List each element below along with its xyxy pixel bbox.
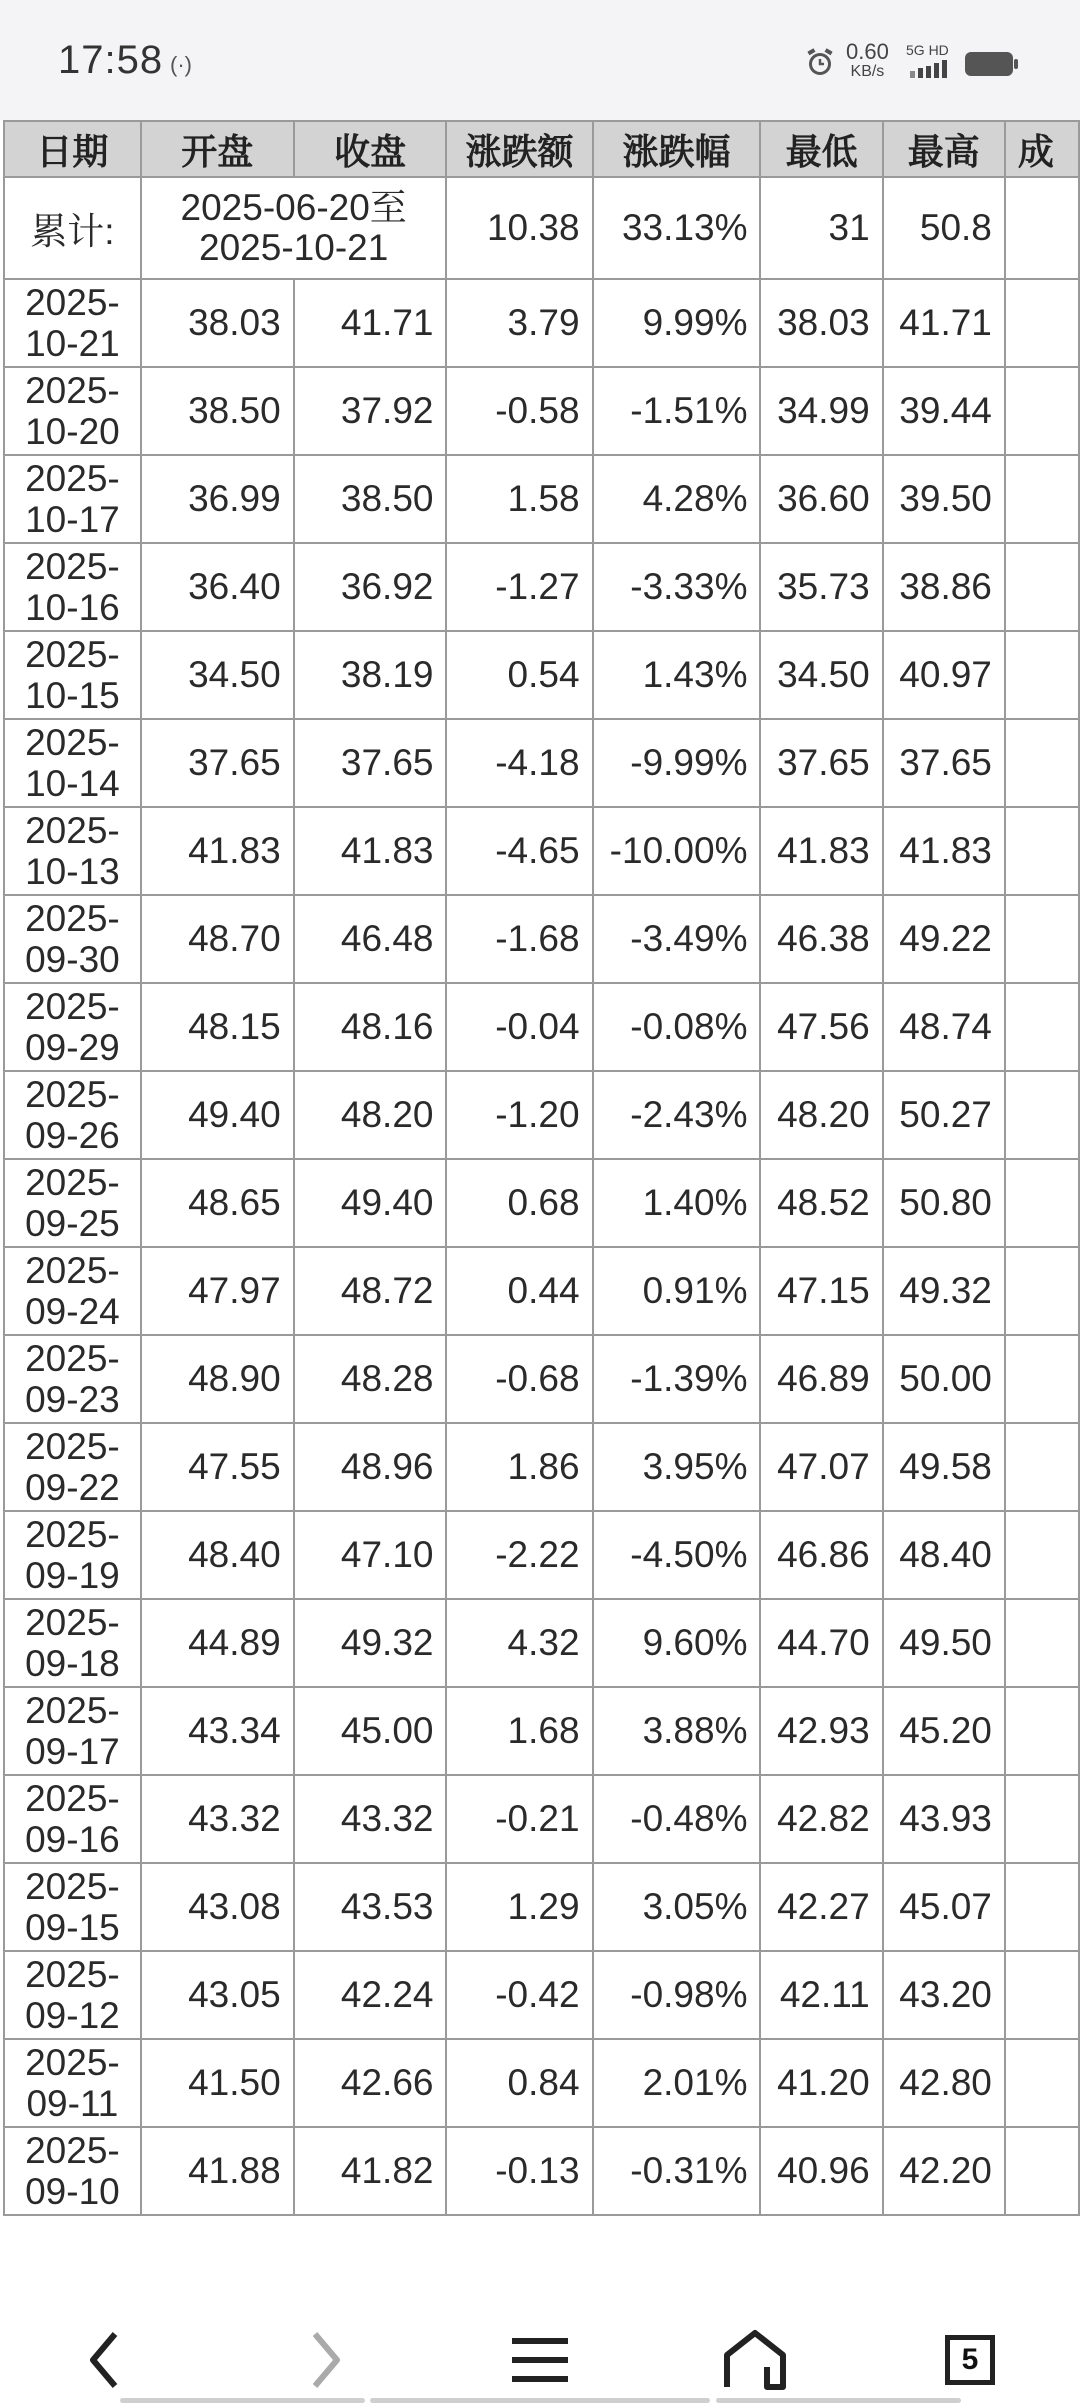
forward-icon xyxy=(305,2330,345,2390)
cell-change-pct: -0.98% xyxy=(593,1951,761,2039)
cell-volume xyxy=(1005,455,1079,543)
table-row[interactable] xyxy=(4,1951,1079,2039)
cell-date-month-day: 10-21 xyxy=(25,323,120,364)
cell-low: 42.11 xyxy=(760,1951,882,2039)
cell-low: 38.03 xyxy=(760,279,882,367)
cell-volume xyxy=(1005,1335,1079,1423)
summary-range-start: 2025-06-20至 xyxy=(180,187,407,228)
cell-high: 42.20 xyxy=(883,2127,1005,2215)
cell-date xyxy=(4,1071,141,1159)
cell-volume xyxy=(1005,1951,1079,2039)
cell-close: 37.92 xyxy=(294,367,447,455)
cell-high: 50.00 xyxy=(883,1335,1005,1423)
cell-low: 41.20 xyxy=(760,2039,882,2127)
cell-change: -4.18 xyxy=(446,719,592,807)
cell-date xyxy=(4,1335,141,1423)
cell-volume xyxy=(1005,2127,1079,2215)
cell-change: 1.86 xyxy=(446,1423,592,1511)
price-history-table-container[interactable] xyxy=(0,120,1080,2240)
summary-label: 累计: xyxy=(4,177,141,279)
cell-open: 47.97 xyxy=(141,1247,294,1335)
cell-change-pct: -0.31% xyxy=(593,2127,761,2215)
cell-date-year: 2025- xyxy=(25,282,120,323)
cell-date-month-day: 10-17 xyxy=(25,499,120,540)
cell-volume xyxy=(1005,1599,1079,1687)
header-volume[interactable]: 成 xyxy=(1005,121,1079,177)
cell-close: 47.10 xyxy=(294,1511,447,1599)
home-icon xyxy=(723,2329,787,2391)
cell-date-month-day: 09-16 xyxy=(25,1819,120,1860)
cell-high: 48.40 xyxy=(883,1511,1005,1599)
header-low[interactable]: 最低 xyxy=(760,121,882,177)
summary-date-range xyxy=(141,177,447,279)
cell-open: 47.55 xyxy=(141,1423,294,1511)
cell-change-pct: -1.39% xyxy=(593,1335,761,1423)
cell-date-year: 2025- xyxy=(25,1866,120,1907)
menu-icon xyxy=(512,2336,568,2384)
cell-open: 36.40 xyxy=(141,543,294,631)
cell-volume xyxy=(1005,1511,1079,1599)
forward-button[interactable] xyxy=(275,2320,375,2400)
cell-date xyxy=(4,279,141,367)
cell-date-year: 2025- xyxy=(25,1074,120,1115)
cell-low: 47.07 xyxy=(760,1423,882,1511)
cell-high: 41.71 xyxy=(883,279,1005,367)
cell-change-pct: -2.43% xyxy=(593,1071,761,1159)
cell-high: 49.50 xyxy=(883,1599,1005,1687)
header-change-pct[interactable]: 涨跌幅 xyxy=(593,121,761,177)
cell-date xyxy=(4,1687,141,1775)
cell-date-year: 2025- xyxy=(25,546,120,587)
cell-change-pct: 9.99% xyxy=(593,279,761,367)
table-row[interactable] xyxy=(4,2127,1079,2215)
back-button[interactable] xyxy=(55,2320,155,2400)
cell-close: 45.00 xyxy=(294,1687,447,1775)
cell-change: 0.44 xyxy=(446,1247,592,1335)
table-row[interactable] xyxy=(4,543,1079,631)
cell-change: -0.04 xyxy=(446,983,592,1071)
cell-low: 46.89 xyxy=(760,1335,882,1423)
status-bar xyxy=(0,0,1080,120)
cell-change-pct: -4.50% xyxy=(593,1511,761,1599)
cell-change-pct: -9.99% xyxy=(593,719,761,807)
cell-date xyxy=(4,1951,141,2039)
cell-volume xyxy=(1005,1071,1079,1159)
table-row[interactable] xyxy=(4,807,1079,895)
cell-high: 45.20 xyxy=(883,1687,1005,1775)
table-header-row xyxy=(4,121,1079,177)
cell-date xyxy=(4,543,141,631)
cell-high: 38.86 xyxy=(883,543,1005,631)
cell-change: -0.21 xyxy=(446,1775,592,1863)
cell-volume xyxy=(1005,983,1079,1071)
header-date[interactable]: 日期 xyxy=(4,121,141,177)
cell-date-month-day: 09-11 xyxy=(26,2083,119,2124)
cell-date xyxy=(4,719,141,807)
cell-change: 1.68 xyxy=(446,1687,592,1775)
cell-date xyxy=(4,1511,141,1599)
cell-low: 37.65 xyxy=(760,719,882,807)
cell-volume xyxy=(1005,895,1079,983)
cell-date-year: 2025- xyxy=(25,986,120,1027)
cell-low: 34.50 xyxy=(760,631,882,719)
table-row[interactable] xyxy=(4,1159,1079,1247)
alarm-icon xyxy=(805,48,835,78)
cell-low: 48.52 xyxy=(760,1159,882,1247)
cell-change: 3.79 xyxy=(446,279,592,367)
cell-date-month-day: 09-23 xyxy=(25,1379,120,1420)
vibrate-icon: (·) xyxy=(170,52,192,77)
cell-change-pct: -1.51% xyxy=(593,367,761,455)
table-row[interactable] xyxy=(4,1423,1079,1511)
cell-date-year: 2025- xyxy=(25,1162,120,1203)
cell-low: 46.38 xyxy=(760,895,882,983)
table-row[interactable] xyxy=(4,1335,1079,1423)
cell-date-month-day: 10-13 xyxy=(25,851,120,892)
cell-change: -1.27 xyxy=(446,543,592,631)
back-icon xyxy=(85,2330,125,2390)
cell-change-pct: -0.48% xyxy=(593,1775,761,1863)
cell-date-year: 2025- xyxy=(25,810,120,851)
cell-open: 49.40 xyxy=(141,1071,294,1159)
cell-low: 36.60 xyxy=(760,455,882,543)
gesture-handle-right xyxy=(716,2398,961,2403)
cell-date-month-day: 09-29 xyxy=(25,1027,120,1068)
cell-date-year: 2025- xyxy=(25,370,120,411)
cell-close: 43.53 xyxy=(294,1863,447,1951)
cell-close: 36.92 xyxy=(294,543,447,631)
cell-change: 0.54 xyxy=(446,631,592,719)
cell-open: 41.83 xyxy=(141,807,294,895)
cell-open: 43.32 xyxy=(141,1775,294,1863)
cell-volume xyxy=(1005,279,1079,367)
cell-change: -0.13 xyxy=(446,2127,592,2215)
cell-change: -2.22 xyxy=(446,1511,592,1599)
cell-date-year: 2025- xyxy=(25,1778,120,1819)
cell-open: 34.50 xyxy=(141,631,294,719)
cell-date xyxy=(4,895,141,983)
gesture-handle-left xyxy=(120,2398,365,2403)
cell-high: 45.07 xyxy=(883,1863,1005,1951)
battery-icon xyxy=(965,52,1013,76)
cell-change: -1.68 xyxy=(446,895,592,983)
cell-volume xyxy=(1005,543,1079,631)
cell-high: 49.58 xyxy=(883,1423,1005,1511)
cell-open: 37.65 xyxy=(141,719,294,807)
cell-open: 38.03 xyxy=(141,279,294,367)
table-row[interactable] xyxy=(4,1599,1079,1687)
cell-date-month-day: 09-30 xyxy=(25,939,120,980)
cell-date xyxy=(4,1863,141,1951)
cell-volume xyxy=(1005,719,1079,807)
table-row[interactable] xyxy=(4,1775,1079,1863)
cell-date-year: 2025- xyxy=(25,1250,120,1291)
cell-change: -1.20 xyxy=(446,1071,592,1159)
cell-date-year: 2025- xyxy=(25,1690,120,1731)
cell-open: 48.40 xyxy=(141,1511,294,1599)
summary-change-pct: 33.13% xyxy=(593,177,761,279)
cell-close: 43.32 xyxy=(294,1775,447,1863)
header-open[interactable]: 开盘 xyxy=(141,121,294,177)
cell-change-pct: 3.88% xyxy=(593,1687,761,1775)
cell-date-year: 2025- xyxy=(25,722,120,763)
table-row[interactable] xyxy=(4,719,1079,807)
cell-date-year: 2025- xyxy=(25,1514,120,1555)
cell-date-year: 2025- xyxy=(25,1426,120,1467)
cell-high: 49.32 xyxy=(883,1247,1005,1335)
cell-high: 49.22 xyxy=(883,895,1005,983)
cell-date xyxy=(4,807,141,895)
cell-volume xyxy=(1005,1423,1079,1511)
cell-volume xyxy=(1005,1863,1079,1951)
signal-icon xyxy=(910,60,958,78)
cell-date-month-day: 10-20 xyxy=(25,411,120,452)
cell-close: 48.16 xyxy=(294,983,447,1071)
cell-date xyxy=(4,2039,141,2127)
cell-date-month-day: 09-15 xyxy=(25,1907,120,1948)
cell-low: 34.99 xyxy=(760,367,882,455)
tabs-icon xyxy=(945,2335,995,2385)
cell-close: 38.19 xyxy=(294,631,447,719)
cell-change: -4.65 xyxy=(446,807,592,895)
cell-open: 48.90 xyxy=(141,1335,294,1423)
cell-high: 39.50 xyxy=(883,455,1005,543)
cell-close: 42.66 xyxy=(294,2039,447,2127)
cell-low: 35.73 xyxy=(760,543,882,631)
cell-open: 44.89 xyxy=(141,1599,294,1687)
cell-change: -0.68 xyxy=(446,1335,592,1423)
summary-range-end: 2025-10-21 xyxy=(199,227,389,268)
cell-date xyxy=(4,1247,141,1335)
cell-open: 38.50 xyxy=(141,367,294,455)
cell-date xyxy=(4,631,141,719)
cell-open: 43.05 xyxy=(141,1951,294,2039)
cell-date xyxy=(4,1775,141,1863)
cell-close: 42.24 xyxy=(294,1951,447,2039)
cell-change: -0.42 xyxy=(446,1951,592,2039)
cell-low: 41.83 xyxy=(760,807,882,895)
header-close[interactable]: 收盘 xyxy=(294,121,447,177)
cell-close: 41.82 xyxy=(294,2127,447,2215)
price-history-table xyxy=(3,120,1080,2216)
cell-high: 50.80 xyxy=(883,1159,1005,1247)
cell-high: 43.93 xyxy=(883,1775,1005,1863)
cell-date-month-day: 10-15 xyxy=(25,675,120,716)
cell-date-year: 2025- xyxy=(25,898,120,939)
cell-date-month-day: 09-18 xyxy=(25,1643,120,1684)
table-row[interactable] xyxy=(4,1863,1079,1951)
cell-date xyxy=(4,2127,141,2215)
cell-high: 48.74 xyxy=(883,983,1005,1071)
cell-date xyxy=(4,983,141,1071)
cell-change-pct: 4.28% xyxy=(593,455,761,543)
cell-open: 43.08 xyxy=(141,1863,294,1951)
table-row[interactable] xyxy=(4,367,1079,455)
cell-date xyxy=(4,1423,141,1511)
cell-date-year: 2025- xyxy=(25,2042,120,2083)
network-speed xyxy=(846,39,889,82)
cell-open: 48.15 xyxy=(141,983,294,1071)
network-speed-value: 0.60 xyxy=(846,39,889,64)
cell-open: 48.70 xyxy=(141,895,294,983)
table-row[interactable] xyxy=(4,983,1079,1071)
home-button[interactable] xyxy=(705,2320,805,2400)
cell-date-month-day: 09-19 xyxy=(25,1555,120,1596)
cell-low: 47.15 xyxy=(760,1247,882,1335)
cell-date-month-day: 10-14 xyxy=(25,763,120,804)
cell-date-year: 2025- xyxy=(25,1954,120,1995)
cell-volume xyxy=(1005,1247,1079,1335)
cell-volume xyxy=(1005,1775,1079,1863)
summary-change: 10.38 xyxy=(446,177,592,279)
cell-high: 41.83 xyxy=(883,807,1005,895)
cell-volume xyxy=(1005,807,1079,895)
cell-close: 41.71 xyxy=(294,279,447,367)
cell-change-pct: 0.91% xyxy=(593,1247,761,1335)
cell-close: 48.96 xyxy=(294,1423,447,1511)
cell-high: 43.20 xyxy=(883,1951,1005,2039)
cell-open: 48.65 xyxy=(141,1159,294,1247)
cell-date xyxy=(4,367,141,455)
table-row[interactable] xyxy=(4,1247,1079,1335)
cell-high: 39.44 xyxy=(883,367,1005,455)
cell-date-year: 2025- xyxy=(25,458,120,499)
cell-date-month-day: 09-17 xyxy=(25,1731,120,1772)
summary-low: 31 xyxy=(760,177,882,279)
cell-close: 49.32 xyxy=(294,1599,447,1687)
cell-date xyxy=(4,1599,141,1687)
cell-date-year: 2025- xyxy=(25,1602,120,1643)
table-row[interactable] xyxy=(4,455,1079,543)
cell-open: 41.88 xyxy=(141,2127,294,2215)
cell-volume xyxy=(1005,631,1079,719)
menu-button[interactable] xyxy=(490,2320,590,2400)
cell-date-month-day: 09-24 xyxy=(25,1291,120,1332)
cell-change-pct: -0.08% xyxy=(593,983,761,1071)
cell-low: 47.56 xyxy=(760,983,882,1071)
cell-date xyxy=(4,1159,141,1247)
cell-date-month-day: 09-12 xyxy=(25,1995,120,2036)
cell-low: 48.20 xyxy=(760,1071,882,1159)
cell-change-pct: -3.33% xyxy=(593,543,761,631)
cell-open: 41.50 xyxy=(141,2039,294,2127)
status-time: 17:58 xyxy=(58,38,164,82)
cell-date-year: 2025- xyxy=(25,634,120,675)
cell-date-month-day: 09-25 xyxy=(25,1203,120,1244)
cell-volume xyxy=(1005,1687,1079,1775)
summary-volume xyxy=(1005,177,1079,279)
summary-row xyxy=(4,177,1079,279)
tabs-button[interactable] xyxy=(920,2320,1020,2400)
cell-date-month-day: 10-16 xyxy=(25,587,120,628)
cell-change-pct: 3.95% xyxy=(593,1423,761,1511)
summary-high: 50.8 xyxy=(883,177,1005,279)
cell-change-pct: 3.05% xyxy=(593,1863,761,1951)
signal-label: 5G HD xyxy=(906,42,949,58)
cell-close: 48.20 xyxy=(294,1071,447,1159)
cell-close: 41.83 xyxy=(294,807,447,895)
header-high[interactable]: 最高 xyxy=(883,121,1005,177)
table-row[interactable] xyxy=(4,279,1079,367)
cell-date-month-day: 09-10 xyxy=(25,2171,120,2212)
gesture-handle-center xyxy=(370,2398,710,2403)
cell-change: 1.58 xyxy=(446,455,592,543)
cell-close: 48.72 xyxy=(294,1247,447,1335)
cell-change-pct: 9.60% xyxy=(593,1599,761,1687)
cell-date-year: 2025- xyxy=(25,1338,120,1379)
cell-high: 37.65 xyxy=(883,719,1005,807)
cell-change-pct: 1.43% xyxy=(593,631,761,719)
cell-change-pct: -10.00% xyxy=(593,807,761,895)
cell-volume xyxy=(1005,367,1079,455)
cell-date-month-day: 09-26 xyxy=(25,1115,120,1156)
cell-low: 46.86 xyxy=(760,1511,882,1599)
cell-change: -0.58 xyxy=(446,367,592,455)
table-row[interactable] xyxy=(4,2039,1079,2127)
cell-close: 37.65 xyxy=(294,719,447,807)
cell-change: 4.32 xyxy=(446,1599,592,1687)
cell-open: 36.99 xyxy=(141,455,294,543)
cell-change-pct: 1.40% xyxy=(593,1159,761,1247)
cell-high: 40.97 xyxy=(883,631,1005,719)
cell-low: 42.93 xyxy=(760,1687,882,1775)
cell-low: 40.96 xyxy=(760,2127,882,2215)
cell-change: 0.68 xyxy=(446,1159,592,1247)
cell-change-pct: 2.01% xyxy=(593,2039,761,2127)
cell-close: 49.40 xyxy=(294,1159,447,1247)
cell-close: 46.48 xyxy=(294,895,447,983)
cell-low: 42.82 xyxy=(760,1775,882,1863)
table-row[interactable] xyxy=(4,1687,1079,1775)
tab-count: 5 xyxy=(961,2343,979,2376)
cell-volume xyxy=(1005,1159,1079,1247)
cell-close: 48.28 xyxy=(294,1335,447,1423)
cell-date-year: 2025- xyxy=(25,2130,120,2171)
cell-change-pct: -3.49% xyxy=(593,895,761,983)
cell-high: 42.80 xyxy=(883,2039,1005,2127)
bottom-nav-bar xyxy=(0,2240,1080,2408)
header-change[interactable]: 涨跌额 xyxy=(446,121,592,177)
cell-high: 50.27 xyxy=(883,1071,1005,1159)
cell-open: 43.34 xyxy=(141,1687,294,1775)
cell-low: 44.70 xyxy=(760,1599,882,1687)
table-row[interactable] xyxy=(4,1071,1079,1159)
cell-change: 1.29 xyxy=(446,1863,592,1951)
cell-date-month-day: 09-22 xyxy=(25,1467,120,1508)
cell-change: 0.84 xyxy=(446,2039,592,2127)
table-row[interactable] xyxy=(4,895,1079,983)
table-row[interactable] xyxy=(4,631,1079,719)
cell-volume xyxy=(1005,2039,1079,2127)
cell-close: 38.50 xyxy=(294,455,447,543)
cell-low: 42.27 xyxy=(760,1863,882,1951)
table-row[interactable] xyxy=(4,1511,1079,1599)
cell-date xyxy=(4,455,141,543)
network-speed-unit: KB/s xyxy=(850,63,885,80)
